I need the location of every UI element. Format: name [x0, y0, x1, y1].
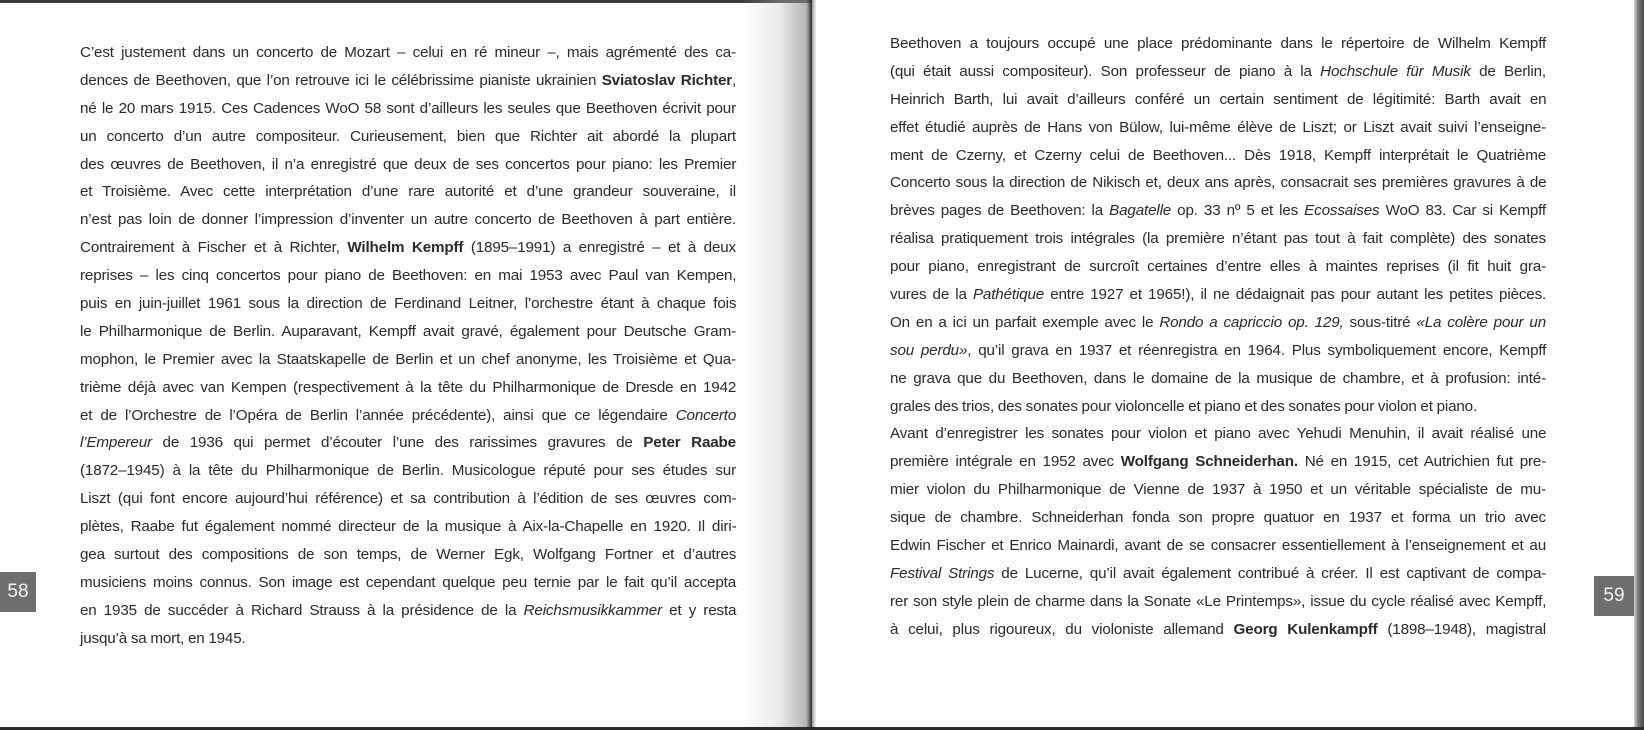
spine-edge	[812, 0, 816, 730]
text-line	[890, 197, 1546, 225]
text-run: pour piano, enregistrant de surcroît certaines d’entre elles à maintes reprises (il fit huit gra-	[890, 258, 1546, 276]
text-run: C’est justement dans un concerto de Mozart – celui en ré mineur –, mais agrémenté des ca-	[80, 44, 736, 61]
text-run: n’est pas loin de donner l’impression d’inventer un autre concerto de Beethoven à part entière.	[80, 211, 736, 229]
italic-title: Pathétique	[972, 286, 1045, 304]
text-run: sous-titré	[1343, 313, 1417, 331]
italic-title: l’Empereur	[80, 434, 152, 452]
text-run: grales des trios, des sonates pour violoncelle et piano et des sonates pour violon et piano.	[890, 397, 1478, 415]
text-run: entre 1927 et 1965!), il ne dédaignait pas pour autant les petites pièces.	[1044, 286, 1547, 304]
text-run: première intégrale en 1952 avec	[890, 453, 1121, 471]
text-run: et de l’Orchestre de l’Opéra de Berlin l’année précédente), ainsi que ce légendaire	[80, 406, 676, 424]
text-run: Liszt (qui font encore aujourd’hui référence) et sa contribution à l’édition de ses œuvres com-	[80, 490, 737, 508]
text-run: WoO 83. Car si Kempff	[1379, 202, 1547, 220]
text-line	[890, 142, 1546, 170]
text-run: à celui, plus rigoureux, du violoniste allemand	[890, 620, 1234, 638]
text-line	[80, 95, 736, 123]
text-run: de 1936 qui permet d’écouter l’une des rarissimes gravures de	[151, 434, 644, 452]
text-line	[80, 206, 736, 234]
text-line	[890, 476, 1546, 504]
text-run: de Lucerne, qu’il avait également contribué à créer. Il est captivant de compa-	[994, 564, 1547, 582]
italic-title: sou perdu»	[890, 341, 968, 359]
text-run: dences de Beethoven, que l’on retrouve ici le célébrissime pianiste ukrainien	[80, 71, 602, 89]
text-line	[80, 67, 736, 95]
text-line	[80, 597, 736, 625]
text-run: brèves pages de Beethoven: la	[890, 202, 1110, 220]
page-number-right: 59	[1594, 576, 1634, 616]
text-run: ne grava que du Beethoven, dans le domaine de la musique de chambre, et à profusion: inté-	[890, 369, 1546, 387]
bold-name: Sviatoslav Richter	[601, 71, 733, 89]
text-line	[80, 429, 736, 457]
text-run: ment de Czerny, et Czerny celui de Beethoven... Dès 1918, Kempff interprétait le Quatrième	[890, 146, 1546, 164]
text-line	[890, 253, 1546, 281]
text-run: de Berlin,	[1470, 62, 1546, 80]
text-run: On en a ici un parfait exemple avec le	[890, 313, 1160, 331]
text-line	[890, 504, 1546, 532]
text-line	[890, 560, 1546, 588]
text-run: et y resta	[661, 601, 737, 619]
text-run: vures de la	[890, 286, 973, 304]
text-run: jusqu’à sa mort, en 1945.	[80, 629, 246, 647]
text-run: Heinrich Barth, lui avait d’ailleurs conféré un certain sentiment de légitimité: Barth avait en	[890, 90, 1547, 108]
page-edge-right	[1634, 0, 1644, 730]
bold-name: Georg Kulenkampff	[1233, 620, 1378, 638]
text-run: Edwin Fischer et Enrico Mainardi, avant de se consacrer essentiellement à l’enseignement et au	[890, 537, 1546, 555]
text-line	[80, 346, 736, 374]
text-line	[80, 541, 736, 569]
text-run: le Philharmonique de Berlin. Auparavant, Kempff avait gravé, également pour Deutsche Gram-	[80, 322, 736, 340]
text-line	[890, 114, 1546, 142]
text-run: mophon, le Premier avec la Staatskapelle de Berlin et un chef anonyme, les Troisième et Qua-	[80, 350, 736, 368]
text-run: un concerto d’un autre compositeur. Curieusement, bien que Richter ait abordé la plupart	[80, 127, 736, 145]
text-line	[890, 86, 1546, 114]
text-line	[890, 448, 1546, 476]
text-line	[890, 588, 1546, 616]
text-run: Avant d’enregistrer les sonates pour violon et piano avec Yehudi Menuhin, il avait réalisé une	[890, 425, 1547, 443]
text-line	[80, 457, 736, 485]
text-line	[890, 281, 1546, 309]
italic-title: Reichsmusikkammer	[523, 601, 662, 619]
text-line	[890, 616, 1546, 644]
text-run: effet étudié auprès de Hans von Bülow, lui-même élève de Liszt; or Liszt avait suivi l’enseigne-	[890, 118, 1546, 136]
text-line	[890, 532, 1546, 560]
text-run: plètes, Raabe fut également nommé directeur de la musique à Aix-la-Chapelle en 1920. Il diri-	[80, 518, 737, 536]
text-run: Né en 1915, cet Autrichien fut pre-	[1297, 453, 1547, 471]
text-run: mier violon du Philharmonique de Vienne de 1937 à 1950 et un véritable spécialiste de mu-	[890, 481, 1546, 499]
bold-name: Wilhelm Kempff	[347, 239, 464, 257]
italic-title: Festival Strings	[890, 564, 995, 582]
text-run: réalisa pratiquement trois intégrales (la première n’étant pas tout à fait complète) des sonates	[890, 230, 1546, 248]
left-page	[0, 0, 812, 730]
text-run: ,	[732, 71, 737, 89]
text-line	[80, 178, 736, 206]
bold-name: Wolfgang Schneiderhan.	[1120, 453, 1298, 471]
text-run: né le 20 mars 1915. Ces Cadences WoO 58 sont d’ailleurs les seules que Beethoven écrivit pour	[80, 99, 736, 117]
italic-title: Ecossaises	[1304, 202, 1380, 220]
text-run: , qu’il grava en 1937 et réenregistra en 1964. Plus symboliquement encore, Kempff	[967, 341, 1547, 359]
text-run: Beethoven a toujours occupé une place prédominante dans le répertoire de Wilhelm Kempff	[890, 35, 1547, 52]
text-run: en 1935 de succéder à Richard Strauss à la présidence de la	[80, 601, 524, 619]
right-page-text	[890, 30, 1546, 644]
text-line	[80, 513, 736, 541]
text-line	[890, 365, 1546, 393]
text-run: op. 33 nº 5 et les	[1171, 202, 1305, 220]
left-page-text	[80, 39, 736, 653]
text-line	[890, 30, 1546, 58]
text-line	[890, 337, 1546, 365]
italic-title: Rondo a capriccio op. 129,	[1159, 313, 1344, 331]
text-line	[890, 58, 1546, 86]
text-line	[80, 569, 736, 597]
text-line	[80, 262, 736, 290]
text-line	[80, 625, 736, 653]
text-line	[80, 123, 736, 151]
italic-title: Hochschule für Musik	[1320, 62, 1471, 80]
text-line	[80, 39, 736, 67]
text-run: Contrairement à Fischer et à Richter,	[80, 239, 348, 257]
text-line	[890, 225, 1546, 253]
text-line	[80, 485, 736, 513]
text-run: puis en juin-juillet 1961 sous la direction de Ferdinand Leitner, l’orchestre étant à chaque fois	[80, 295, 737, 313]
text-line	[890, 169, 1546, 197]
gutter-shadow	[740, 0, 812, 730]
text-run: sique de chambre. Schneiderhan fonda son propre quatuor en 1937 et forma un trio avec	[890, 509, 1546, 527]
text-run: (1895–1991) a enregistré – et à deux	[463, 239, 737, 257]
text-line	[80, 318, 736, 346]
text-line	[890, 309, 1546, 337]
text-run: musiciens moins connus. Son image est cependant quelque peu ternie par le fait qu’il accepta	[80, 573, 736, 591]
text-line	[80, 290, 736, 318]
text-line	[890, 393, 1546, 421]
text-run: gea surtout des compositions de son temps, de Werner Egk, Wolfgang Fortner et d’autres	[80, 546, 737, 564]
bold-name: Peter Raabe	[643, 434, 736, 452]
text-line	[80, 374, 736, 402]
text-run: (qui était aussi compositeur). Son professeur de piano à la	[890, 62, 1321, 80]
text-line	[890, 420, 1546, 448]
text-run: Concerto sous la direction de Nikisch et, deux ans après, consacrait ses premières gravures à de	[890, 174, 1547, 192]
text-line	[80, 234, 736, 262]
text-run: reprises – les cinq concertos pour piano de Beethoven: en mai 1953 avec Paul van Kempen,	[80, 267, 737, 285]
text-line	[80, 151, 736, 179]
text-run: et Troisième. Avec cette interprétation d’une rare autorité et d’une grandeur souveraine, il	[80, 183, 736, 201]
italic-title: «La colère pour un	[1416, 313, 1546, 331]
page-number-left: 58	[0, 572, 36, 612]
italic-title: Concerto	[675, 406, 737, 424]
text-run: (1872–1945) à la tête du Philharmonique de Berlin. Musicologue réputé pour ses études sur	[80, 462, 736, 480]
italic-title: Bagatelle	[1109, 202, 1172, 220]
text-line	[80, 402, 736, 430]
text-run: trième déjà avec van Kempen (respectivement à la tête du Philharmonique de Dresde en 1942	[80, 378, 737, 396]
text-run: (1898–1948), magistral	[1377, 620, 1546, 638]
text-run: rer son style plein de charme dans la Sonate «Le Printemps», issue du cycle réalisé avec Kempff,	[890, 592, 1547, 610]
text-run: des œuvres de Beethoven, il n’a enregistré que deux de ses concertos pour piano: les Premier	[80, 155, 737, 173]
